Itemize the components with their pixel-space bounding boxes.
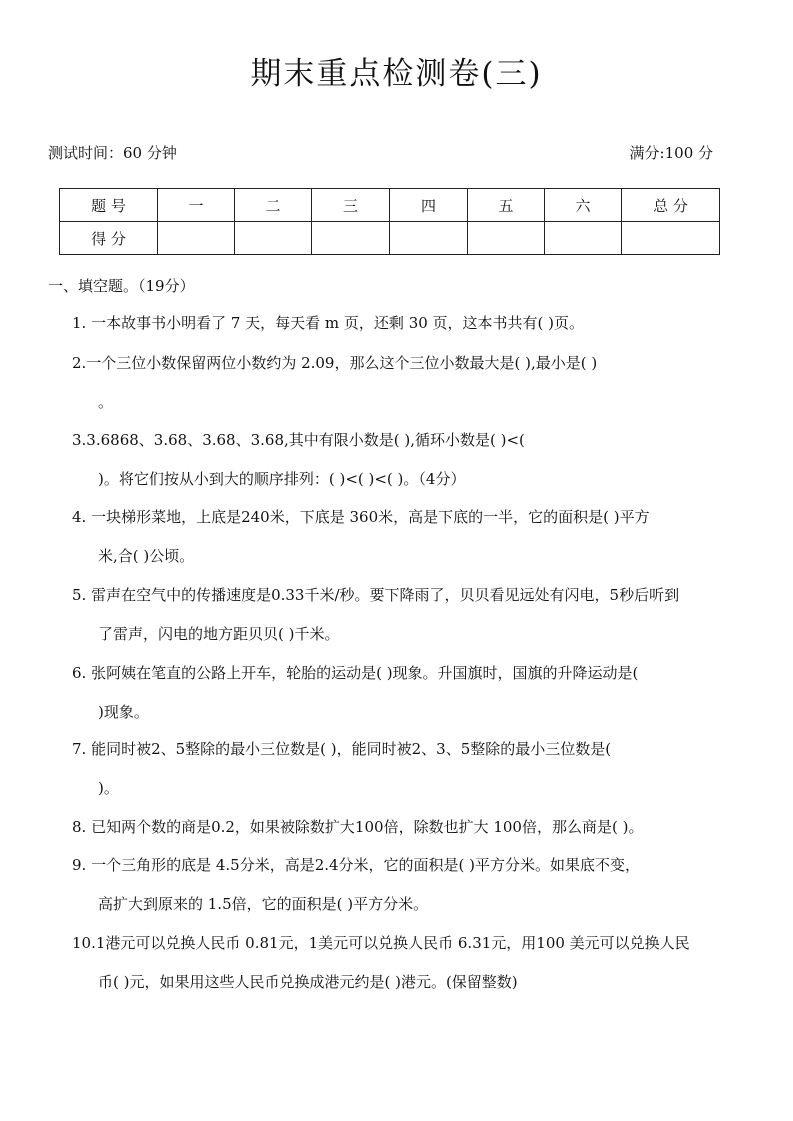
score-row-label: 得 分 (60, 222, 158, 255)
score-cell (390, 222, 468, 255)
question-continuation: 高扩大到原来的 1.5倍，它的面积是( )平方分米。 (98, 895, 429, 913)
question-continuation: 。 (98, 393, 114, 411)
question-line: 7. 能同时被2、5整除的最小三位数是( )，能同时被2、3、5整除的最小三位数是( (72, 740, 612, 758)
question-line: 4. 一块梯形菜地，上底是240米，下底是 360米，高是下底的一半，它的面积是( )平方 (72, 508, 650, 526)
question-line: 3.3.6868、3.68、3.68、3.68,其中有限小数是( ),循环小数是( )<( (72, 431, 525, 449)
score-cell (235, 222, 312, 255)
section-fill-blank-heading: 一、填空题。（19分） (48, 277, 195, 295)
page-title: 期末重点检测卷(三) (250, 56, 543, 92)
question-1 (72, 304, 748, 343)
question-line: 8. 已知两个数的商是0.2，如果被除数扩大100倍，除数也扩大 100倍，那么商是( )。 (72, 818, 644, 836)
header-cell-1: 一 (158, 189, 235, 222)
question-8 (72, 808, 748, 847)
full-score: 满分:100 分 (629, 144, 713, 162)
question-continuation: )现象。 (98, 703, 149, 721)
test-time: 测试时间：60 分钟 (48, 144, 177, 162)
question-line: 1. 一本故事书小明看了 7 天，每天看 m 页，还剩 30 页，这本书共有( )页。 (72, 314, 585, 332)
question-continuation: 米,合( )公顷。 (98, 547, 195, 565)
header-cell-6: 六 (545, 189, 622, 222)
header-cell-4: 四 (390, 189, 468, 222)
score-table-header-row (60, 189, 720, 222)
header-cell-item: 题 号 (60, 189, 158, 222)
question-continuation: )。 (98, 779, 119, 797)
header-cell-total: 总 分 (622, 189, 720, 222)
question-line: 10.1港元可以兑换人民币 0.81元，1美元可以兑换人民币 6.31元，用100 美元可以兑换人民 (72, 934, 690, 952)
question-6 (72, 654, 748, 732)
header-cell-5: 五 (468, 189, 545, 222)
question-line: 5. 雷声在空气中的传播速度是0.33千米/秒。要下降雨了，贝贝看见远处有闪电，5秒后听到 (72, 586, 680, 604)
question-2 (72, 344, 748, 422)
score-cell (545, 222, 622, 255)
score-cell (468, 222, 545, 255)
score-cell (158, 222, 235, 255)
score-table (59, 188, 720, 255)
score-cell (312, 222, 390, 255)
question-5 (72, 576, 748, 654)
question-10 (72, 924, 748, 1002)
score-table-score-row (60, 222, 720, 255)
question-continuation: )。将它们按从小到大的顺序排列：( )<( )<( )。（4分） (98, 470, 466, 488)
question-3 (72, 421, 748, 499)
header-cell-3: 三 (312, 189, 390, 222)
question-4 (72, 498, 748, 576)
score-cell (622, 222, 720, 255)
question-continuation: 币( )元，如果用这些人民币兑换成港元约是( )港元。(保留整数) (98, 973, 518, 991)
question-line: 2.一个三位小数保留两位小数约为 2.09，那么这个三位小数最大是( ),最小是( ) (72, 354, 598, 372)
question-line: 6. 张阿姨在笔直的公路上开车，轮胎的运动是( )现象。升国旗时，国旗的升降运动是( (72, 664, 639, 682)
header-cell-2: 二 (235, 189, 312, 222)
question-7 (72, 730, 748, 808)
question-9 (72, 846, 748, 924)
question-continuation: 了雷声，闪电的地方距贝贝( )千米。 (98, 625, 340, 643)
question-line: 9. 一个三角形的底是 4.5分米，高是2.4分米，它的面积是( )平方分米。如果底不变， (72, 856, 641, 874)
